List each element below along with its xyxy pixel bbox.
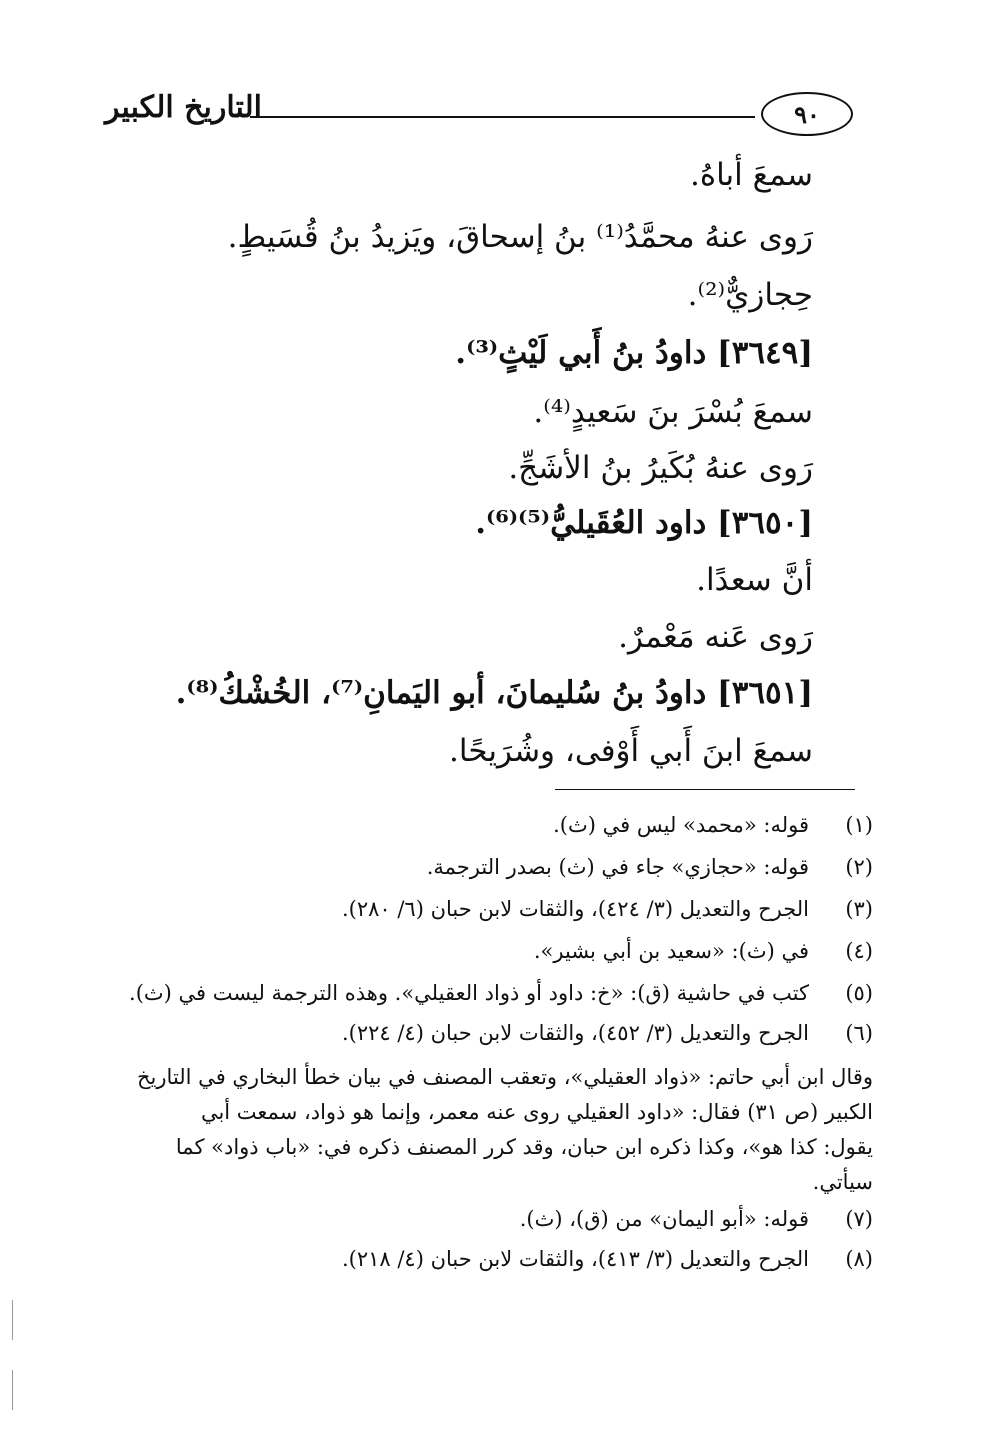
entry-heading: [٣٦٥١] داودُ بنُ سُليمانَ، أبو اليَمانِ⁽⁷⁾، الخُشْكُ⁽⁸⁾. (175, 675, 813, 711)
footnote (100, 1244, 873, 1274)
footnote-number: (١) (845, 813, 873, 837)
page-number: ٩٠ (761, 92, 853, 136)
footnote-text: قوله: «محمد» ليس في (ث). (553, 813, 809, 837)
footnote-number: (٨) (845, 1247, 873, 1271)
footnote-text: كتب في حاشية (ق): «خ: داود أو ذواد العقيلي». وهذه الترجمة ليست في (ث). (129, 981, 809, 1005)
footnote-paragraph-line: الكبير (ص ٣١) فقال: «داود العقيلي روى عنه معمر، وإنما هو ذواد، سمعت أبي (200, 1100, 873, 1124)
header-rule (250, 116, 755, 118)
footnote-number: (٥) (845, 981, 873, 1005)
entry-heading: [٣٦٥٠] داود العُقَيليُّ⁽⁵⁾⁽⁶⁾. (475, 505, 813, 541)
scan-edge-mark (12, 1300, 13, 1340)
footnote-text: الجرح والتعديل (٣/ ٤٢٤)، والثقات لابن حبان (٦/ ٢٨٠). (341, 897, 809, 921)
footnote-paragraph-line: سيأتي. (812, 1170, 873, 1194)
page-header (105, 88, 875, 148)
footnote (100, 894, 873, 924)
footnote-number: (٦) (845, 1021, 873, 1045)
footnote (100, 978, 873, 1008)
footnote-text: الجرح والتعديل (٣/ ٤٥٢)، والثقات لابن حبان (٤/ ٢٢٤). (341, 1021, 809, 1045)
footnote-number: (٣) (845, 897, 873, 921)
body-line: سمعَ بُسْرَ بنَ سَعيدٍ⁽⁴⁾. (533, 394, 813, 430)
footnote (100, 1204, 873, 1234)
body-line: سمعَ أباهُ. (689, 157, 813, 193)
footnote-number: (٤) (845, 939, 873, 963)
body-line: سمعَ ابنَ أَبي أَوْفى، وشُرَيحًا. (449, 733, 813, 769)
body-line: رَوى عنهُ بُكَيرُ بنُ الأشَجِّ. (508, 450, 813, 486)
footnote (100, 1018, 873, 1048)
footnote (100, 936, 873, 966)
footnote-text: الجرح والتعديل (٣/ ٤١٣)، والثقات لابن حبان (٤/ ٢١٨). (341, 1247, 809, 1271)
scan-edge-mark (12, 1370, 13, 1410)
footnote-number: (٢) (845, 855, 873, 879)
footnote-text: في (ث): «سعيد بن أبي بشير». (533, 939, 809, 963)
book-title: التاريخ الكبير (105, 90, 263, 125)
body-line: رَوى عَنه مَعْمرٌ. (618, 619, 813, 655)
footnote-text: قوله: «أبو اليمان» من (ق)، (ث). (519, 1207, 809, 1231)
footnote (100, 852, 873, 882)
footnote-paragraph-line: وقال ابن أبي حاتم: «ذواد العقيلي»، وتعقب المصنف في بيان خطأ البخاري في التاريخ (137, 1065, 873, 1089)
footnote (100, 810, 873, 840)
body-line: أنَّ سعدًا. (696, 562, 813, 598)
footnote-text: قوله: «حجازي» جاء في (ث) بصدر الترجمة. (426, 855, 809, 879)
footnote-divider (555, 789, 855, 790)
footnote-paragraph-line: يقول: كذا هو»، وكذا ذكره ابن حبان، وقد كرر المصنف ذكره في: «باب ذواد» كما (175, 1135, 873, 1159)
body-line: رَوى عنهُ محمَّدُ⁽¹⁾ بنُ إسحاقَ، ويَزيدُ بنُ قُسَيطٍ. (227, 219, 813, 255)
body-line: حِجازيٌّ⁽²⁾. (687, 277, 813, 313)
entry-heading: [٣٦٤٩] داودُ بنُ أَبي لَيْثٍ⁽³⁾. (455, 335, 813, 371)
footnote-number: (٧) (845, 1207, 873, 1231)
